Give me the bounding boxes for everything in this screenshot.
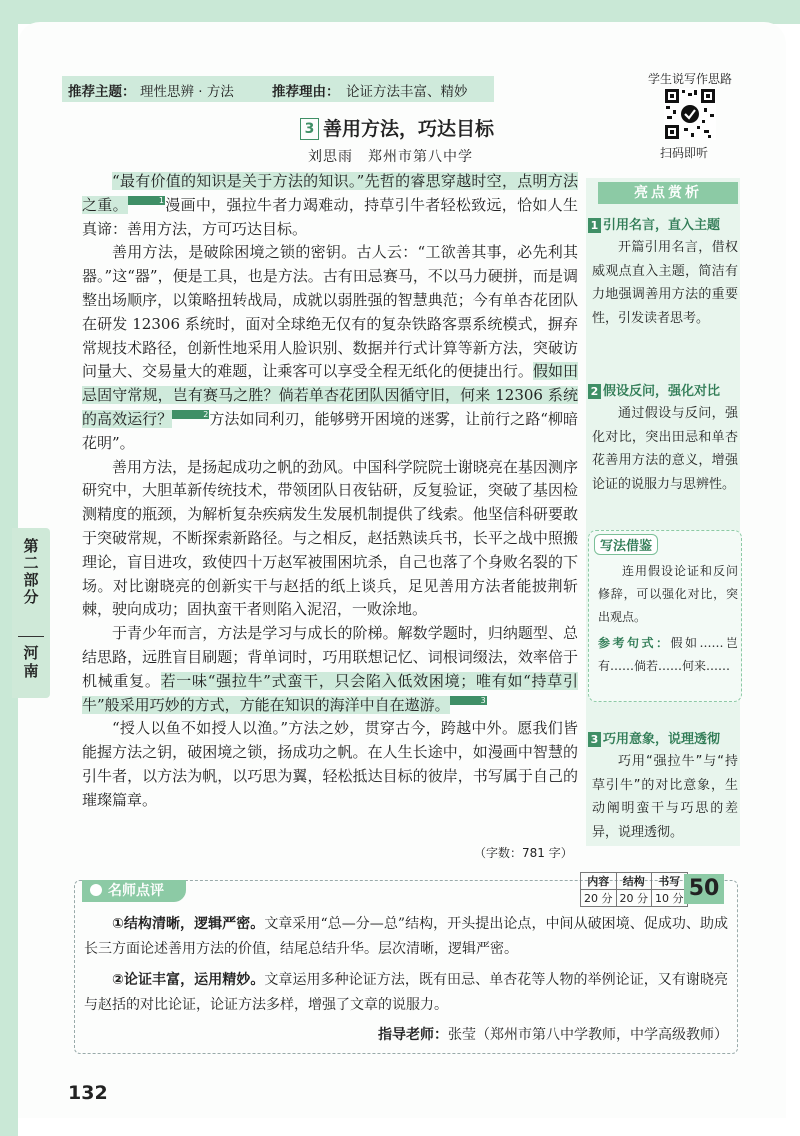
review-comment-1-text: 文章采用“总—分—总”结构，开头提出论点，中间从破困境、促成功、助成长三方面论述善用方法的价值，结尾总结升华。层次清晰，逻辑严密。 [84, 916, 728, 957]
review-comment-2-heading: ②论证丰富，运用精妙。 [112, 972, 265, 988]
essay-title [300, 114, 494, 141]
essay-body [82, 170, 578, 813]
highlight-3: 若一味“强拉牛”式蛮干，只会陷入低效困境；唯有如“持草引牛”般采用巧妙的方式，方能在知识的海洋中自在遨游。 [82, 671, 578, 714]
paragraph-5: “授人以鱼不如授人以渔。”方法之妙，贯穿古今，跨越中外。愿我们皆能握方法之钥，破困境之锁，扬成功之帆。在人生长途中，如漫画中智慧的引牛者，以方法为帆，以巧思为翼，轻松抵达目标的彼岸，书写属于自己的璀璨篇章。 [82, 719, 578, 809]
paragraph-4-a: 于青少年而言，方法是学习与成长的阶梯。解数学题时，归纳题型、总结思路，远胜盲目刷题；背单词时，巧用联想记忆、词根词缀法，效率倍于机械重复。 [82, 624, 578, 690]
province-label: 河南 [23, 644, 39, 680]
highlight-item-3-title [588, 728, 720, 747]
highlight-item-3-text: 巧用“强拉牛”与“持草引牛”的对比意象，生动阐明蛮干与巧思的差异，说理透彻。 [592, 754, 738, 840]
highlight-item-2-title [588, 380, 720, 399]
highlight-item-2-text: 通过假设与反问，强化对比，突出田忌和单杏花善用方法的意义，增强论证的说服力与思辨性。 [592, 406, 738, 492]
paragraph-2-a: 善用方法，是破除困境之锁的密钥。古人云：“工欲善其事，必先利其器。”这“器”，便是工具，也是方法。古有田忌赛马，不以马力硬拼，而是调整出场顺序，以策略扭转战局，成就以弱胜强的智慧典范；今有单杏花团队在研发 12306 系统时，面对全球绝无仅有的复杂铁路客票系统模式，摒弃常规技术路径，创新性地采用人脸识别、数据并行式计算等新方法，突破访问量大、交易量大的难题，让乘客可以享受全程无纸化的便捷出行。 [82, 243, 578, 381]
topic-bar [62, 76, 494, 102]
score-head-content: 内容 [581, 873, 617, 890]
paragraph-3: 善用方法，是扬起成功之帆的劲风。中国科学院院士谢晓亮在基因测序研究中，大胆革新传统技术，带领团队日夜钻研，反复验证，突破了基因检测精度的瓶颈，为解析复杂疾病发生发展机制提供了线索。他坚信科研要敢于突破常规，不断探索新路径。与之相反，赵括熟读兵书，长平之战中照搬理论，盲目进攻，致使四十万赵军被围困坑杀，自己也落了个身败名裂的下场。对比谢晓亮的创新实干与赵括的纸上谈兵，足见善用方法者能披荆斩棘，驶向成功；固执蛮干者则陷入泥沼，一败涂地。 [82, 457, 578, 619]
person-icon [90, 884, 102, 896]
highlight-item-2-heading: 假设反问，强化对比 [603, 384, 721, 399]
section-side-tab [12, 528, 50, 698]
reference-pattern [598, 632, 738, 678]
highlight-item-3-heading: 巧用意象，说理透彻 [603, 732, 721, 747]
advisor-value: 张莹（郑州市第八中学教师，中学高级教师） [448, 1027, 728, 1043]
top-border-band [0, 0, 800, 24]
paragraph-4 [82, 622, 578, 717]
writing-method-text: 连用假设论证和反问修辞，可以强化对比，突出观点。 [598, 564, 738, 624]
highlight-item-2-number: 2 [588, 384, 601, 399]
score-table [580, 872, 688, 907]
annotation-mark-2: 2 [172, 410, 209, 419]
qr-code-icon[interactable] [664, 88, 716, 140]
paragraph-1 [82, 170, 578, 241]
score-head-structure: 结构 [616, 873, 652, 890]
paragraph-2-rest: 方法如同利刃，能够劈开困境的迷雾，让前行之路“柳暗花明”。 [82, 409, 578, 452]
part-label: 第二部分 [23, 537, 39, 606]
highlight-item-1-heading: 引用名言，直入主题 [603, 218, 721, 233]
highlight-item-1-text: 开篇引用名言，借权威观点直入主题，简洁有力地强调善用方法的重要性，引发读者思考。 [592, 240, 738, 326]
review-comment-2-text: 文章运用多种论证方法，既有田忌、单杏花等人物的举例论证，又有谢晓亮与赵括的对比论证，论证方法多样，增强了文章的说服力。 [84, 972, 728, 1013]
reason-label: 推荐理由： [272, 84, 340, 100]
score-content: 20 分 [581, 890, 617, 907]
review-comment-1-heading: ①结构清晰，逻辑严密。 [112, 916, 265, 932]
review-comment-1 [84, 912, 728, 961]
annotation-mark-3: 3 [450, 696, 487, 705]
essay-number: 3 [300, 118, 319, 140]
score-writing: 10 分 [652, 890, 688, 907]
paragraph-1-rest: 漫画中，强拉牛者力竭难动，持草引牛者轻松致远，恰如人生真谛：善用方法，方可巧达目标。 [82, 195, 578, 238]
teacher-review-tag [82, 880, 186, 902]
advisor [378, 1024, 728, 1044]
topic-label: 推荐主题： [68, 84, 136, 100]
tab-divider [18, 636, 44, 637]
highlight-item-1-number: 1 [588, 218, 601, 233]
writing-method-tag: 写法借鉴 [594, 534, 658, 555]
highlight-2: 假如田忌固守常规，岂有赛马之胜？倘若单杏花团队因循守旧，何来 12306 系统的高效运行？ [82, 362, 578, 428]
advisor-label: 指导老师： [378, 1027, 448, 1043]
paragraph-2 [82, 241, 578, 455]
qr-label: 学生说写作思路 [648, 72, 733, 86]
highlights-heading: 亮点赏析 [598, 182, 738, 204]
score-head-writing: 书写 [652, 873, 688, 890]
page-number: 132 [68, 1082, 108, 1104]
score-total: 50 [684, 874, 724, 904]
essay-title-text: 善用方法，巧达目标 [323, 118, 495, 140]
annotation-mark-1: 1 [128, 196, 165, 205]
review-comment-2 [84, 968, 728, 1017]
highlight-item-3-number: 3 [588, 732, 601, 747]
highlight-1: “最有价值的知识是关于方法的知识。”先哲的睿思穿越时空，点明方法之重。 [82, 172, 578, 214]
highlight-item-1-title [588, 214, 720, 233]
essay-author: 刘思雨 郑州市第八中学 [308, 149, 473, 165]
topic-value: 理性思辨 · 方法 [140, 84, 234, 100]
score-structure: 20 分 [616, 890, 652, 907]
reference-pattern-text: 假如……岂有……倘若……何来…… [598, 636, 738, 673]
qr-caption: 扫码即听 [660, 146, 709, 160]
reason-value: 论证方法丰富、精妙 [346, 84, 468, 100]
reference-pattern-label: 参考句式： [598, 636, 671, 650]
teacher-review-label: 名师点评 [108, 883, 164, 899]
word-count: （字数：781 字） [474, 846, 573, 860]
